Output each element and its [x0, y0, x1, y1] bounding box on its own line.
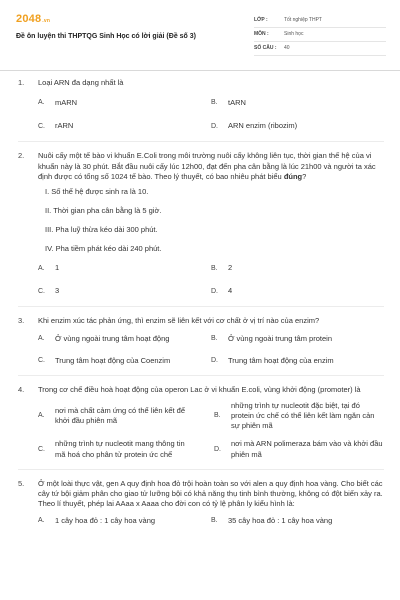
- statement-item: II. Thời gian pha cân bằng là 5 giờ.: [45, 205, 162, 215]
- option-c[interactable]: [38, 121, 211, 131]
- question-text: [38, 151, 384, 181]
- logo-tld-text: .vn: [42, 18, 51, 24]
- option-a[interactable]: [38, 98, 211, 108]
- meta-value: Sinh học: [284, 31, 304, 38]
- statement-item: III. Pha luỹ thừa kéo dài 300 phút.: [45, 225, 158, 234]
- option-letter: A.: [38, 99, 45, 107]
- option-d[interactable]: [211, 286, 384, 296]
- option-letter: A.: [38, 334, 45, 342]
- option-a[interactable]: [38, 401, 208, 431]
- option-c[interactable]: [38, 356, 211, 366]
- answer-options: [38, 401, 384, 460]
- statement-list: [18, 187, 384, 255]
- meta-row-class: [254, 14, 386, 28]
- option-text: 35 cây hoa đỏ : 1 cây hoa vàng: [228, 516, 333, 525]
- question-2: [18, 151, 384, 296]
- option-text: Ở vùng ngoài trung tâm protein: [228, 333, 332, 343]
- question-1: [18, 78, 384, 131]
- option-text: Trung tâm hoạt động của Coenzim: [55, 355, 171, 365]
- statement-item: IV. Pha tiềm phát kéo dài 240 phút.: [45, 244, 162, 254]
- meta-value: 40: [284, 45, 290, 52]
- option-d[interactable]: [214, 439, 384, 459]
- question-separator: [18, 141, 384, 142]
- option-letter: A.: [38, 412, 45, 420]
- meta-label: SỐ CÂU :: [254, 45, 277, 52]
- meta-label: LỚP :: [254, 17, 268, 24]
- meta-label: MÔN :: [254, 31, 269, 38]
- option-b[interactable]: [211, 263, 384, 273]
- option-text: 1 cây hoa đỏ : 1 cây hoa vàng: [55, 516, 156, 525]
- option-text: ARN enzim (ribozim): [228, 121, 298, 131]
- option-text: rARN: [55, 121, 74, 131]
- option-a[interactable]: [38, 263, 211, 273]
- question-number: 3.: [18, 315, 25, 325]
- exam-title: Đề ôn luyện thi THPTQG Sinh Học có lời giải (Đề số 3): [16, 33, 196, 40]
- question-number: 4.: [18, 384, 25, 394]
- option-c[interactable]: [38, 286, 211, 296]
- question-text: Trong cơ chế điều hoà hoạt động của operon Lac ở vi khuẩn E.coli, vùng khởi động (promoter) là: [38, 384, 361, 394]
- option-letter: D.: [214, 445, 221, 453]
- logo-main-text: 2048: [16, 13, 42, 25]
- site-logo[interactable]: [16, 12, 50, 27]
- meta-value: Tốt nghiệp THPT: [284, 17, 322, 24]
- option-b[interactable]: [211, 98, 384, 108]
- option-d[interactable]: [211, 356, 384, 366]
- option-letter: C.: [38, 445, 45, 453]
- option-b[interactable]: [211, 516, 384, 526]
- answer-options: [38, 334, 384, 366]
- option-letter: D.: [211, 357, 218, 365]
- document-header: [16, 10, 386, 60]
- option-text: 4: [228, 286, 233, 296]
- option-letter: B.: [211, 334, 218, 342]
- option-letter: B.: [211, 517, 218, 525]
- option-b[interactable]: [214, 401, 384, 431]
- option-text: những trình tự nucleotit đặc biệt, tại đó protein ức chế có thể liên kết làm ngăn cản sự phiên mã: [231, 401, 375, 431]
- question-text: Ở một loài thực vật, gen A quy định hoa đỏ trội hoàn toàn so với alen a quy định hoa vàng. Cho biết các cây tứ bội giảm phân cho giao tử lưỡng bội có khả năng thụ tinh bình thường, không có đột biến xảy ra. Theo lí thuyết, phép lai AAaa x Aaaa cho đời con có tỷ lệ phân ly kiểu hình là:: [38, 478, 383, 508]
- option-letter: C.: [38, 357, 45, 365]
- option-letter: A.: [38, 264, 45, 272]
- question-number: 5.: [18, 478, 25, 488]
- question-number: 1.: [18, 78, 25, 87]
- option-letter: C.: [38, 287, 45, 295]
- option-letter: B.: [211, 264, 218, 272]
- question-text: Loại ARN đa dạng nhất là: [38, 78, 124, 87]
- option-text: những trình tự nucleotit mang thông tin mã hoá cho phân tử protein ức chế: [55, 439, 185, 459]
- option-text: tARN: [228, 98, 246, 108]
- option-text: mARN: [55, 98, 78, 108]
- option-text: 1: [55, 263, 60, 273]
- option-letter: D.: [211, 287, 218, 295]
- option-text: nơi mà chất cảm ứng có thể liên kết để khởi đầu phiên mã: [55, 406, 186, 426]
- option-letter: B.: [211, 99, 218, 107]
- option-letter: C.: [38, 122, 45, 130]
- option-d[interactable]: [211, 121, 384, 131]
- question-number: 2.: [18, 151, 25, 161]
- exam-meta-table: [254, 14, 386, 56]
- question-separator: [18, 375, 384, 376]
- question-text-emphasis: đúng: [283, 171, 303, 181]
- question-text-part: ?: [302, 171, 307, 181]
- question-separator: [18, 469, 384, 470]
- meta-row-question-count: [254, 42, 386, 56]
- answer-options: [38, 98, 384, 131]
- option-text: 3: [55, 286, 60, 296]
- question-text-part: Nuôi cấy một tế bào vi khuẩn E.Coli trong môi trường nuôi cấy không liên tục, thời gian thế hệ của vi khuẩn này là 30 phút. Bắt đầu nuôi cấy lúc 12h00, đạt đến pha cân bằng là lúc 21h00 và người ta xác định được có tổng số 1024 tế bào. Theo lý thuyết, có bao nhiêu phát biểu: [38, 151, 376, 181]
- option-text: nơi mà ARN polimeraza bám vào và khởi đầu phiên mã: [231, 439, 383, 459]
- question-list: [18, 78, 384, 526]
- option-letter: D.: [211, 122, 218, 130]
- question-separator: [18, 306, 384, 307]
- option-letter: B.: [214, 412, 221, 420]
- option-a[interactable]: [38, 516, 211, 526]
- question-4: [18, 385, 384, 460]
- option-c[interactable]: [38, 439, 208, 459]
- question-text: Khi enzim xúc tác phản ứng, thì enzim sẽ liên kết với cơ chất ở vị trí nào của enzim?: [38, 315, 320, 325]
- answer-options: [38, 263, 384, 296]
- header-divider: [0, 70, 400, 71]
- meta-row-subject: [254, 28, 386, 42]
- question-3: [18, 316, 384, 366]
- option-b[interactable]: [211, 334, 384, 344]
- option-text: Trung tâm hoạt động của enzim: [228, 355, 334, 365]
- statement-item: I. Số thế hệ được sinh ra là 10.: [45, 186, 149, 196]
- option-text: 2: [228, 263, 233, 273]
- answer-options: [38, 516, 384, 526]
- option-letter: A.: [38, 517, 45, 525]
- question-5: [18, 479, 384, 527]
- option-text: Ở vùng ngoài trung tâm hoạt động: [55, 333, 170, 343]
- option-a[interactable]: [38, 334, 211, 344]
